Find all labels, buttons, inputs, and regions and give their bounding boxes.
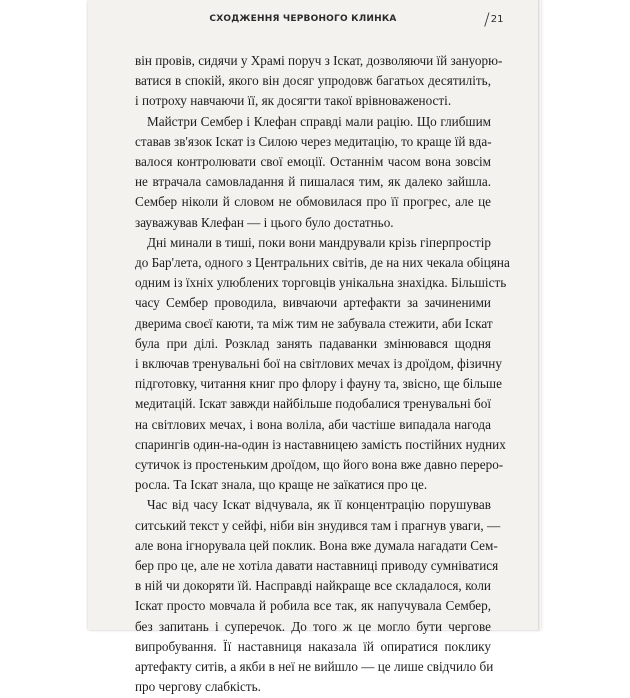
text-line: одним із їхніх улюблених торговців унікальна знахідка. Більшість — [135, 275, 507, 291]
text-line: дверима своєї каюти, та між тим не забувала стежити, аби Іскат — [135, 315, 493, 331]
text-line: Час від часу Іскат відчувала, як її концентрацію порушував — [147, 497, 491, 513]
text-line: спарингів один-на-один із наставницею замість постійних нудних — [135, 436, 506, 452]
text-line: про чергову слабкість. — [135, 679, 261, 695]
folio-slash-glyph: / — [484, 9, 490, 30]
text-line: валося контролювати свої емоції. Останнім часом вона зовсім — [135, 154, 491, 170]
text-line: і потроху навчаючи її, як досягти такої врівноваженості. — [135, 93, 452, 109]
text-line: ставав зв'язок Іскат із Силою через медитацію, то краще їй вда- — [135, 133, 492, 149]
text-line: ватися в спокій, якого він досяг упродовж багатьох десятиліть, — [135, 73, 491, 89]
text-line: зауважував Клефан — і цього було достатньо. — [135, 214, 394, 230]
text-line: Майстри Сембер і Клефан справді мали рацію. Що глибшим — [147, 113, 491, 129]
text-line: в ній чи докоряти їй. Насправді найкраще все складалося, коли — [135, 578, 491, 594]
text-line: артефакту ситів, а якби в неї не вийшло — це лише свідчило би — [135, 659, 494, 675]
text-line: Іскат просто мовчала й робила все так, як напучувала Сембер, — [135, 598, 491, 614]
text-line: медитацій. Іскат завжди найбільше подобалися тренувальні бої — [135, 396, 492, 412]
paragraph-p3 — [135, 233, 510, 496]
text-line: без запитань і суперечок. До того ж це могло бути чергове — [135, 618, 491, 634]
text-line: сутичок із простеньким дроїдом, що його вона вже давно перерo- — [135, 457, 504, 473]
text-line: до Бар'лета, одного з Центральних світів, де на них чекала обіцяна — [135, 255, 510, 271]
running-header: СХОДЖЕННЯ ЧЕРВОНОГО КЛИНКА — [209, 14, 397, 24]
text-line: часу Сембер проводила, вивчаючи артефакти за зачиненими — [135, 295, 491, 311]
text-line: росла. Та Іскат знала, що краще не заїкатися про це. — [135, 477, 428, 493]
page-number-block — [484, 9, 503, 30]
text-line: і включав тренувальні бої на світлових мечах із дроїдом, фізичну — [135, 356, 502, 372]
text-line: на світлових мечах, і вона воліла, аби частіше випадала нагода — [135, 416, 491, 432]
text-line: бер про це, але не хотіла давати наставниці приводу сумніватися — [135, 558, 499, 574]
paragraph-p2 — [135, 112, 491, 233]
text-line: не втрачала самовладання й пишалася тим, як далеко зайшла. — [135, 174, 491, 190]
text-line: була при ділі. Розклад занять падаванки змінювався щодня — [135, 335, 491, 351]
text-line: ситський текст у сейфі, ніби він знудився там і прагнув уваги, — — [135, 517, 501, 533]
text-line: Сембер ніколи й словом не обмовилася про її прогрес, але це — [135, 194, 491, 210]
text-line: випробування. Її наставниця наказала їй опиратися поклику — [135, 638, 491, 654]
page-number: 21 — [490, 14, 504, 25]
body-text — [135, 51, 510, 698]
text-line: він провів, сидячи у Храмі поруч з Іскат, дозволяючи їй зануорю- — [135, 53, 503, 68]
page-edge-shadow — [538, 0, 541, 630]
paragraph-p4 — [135, 495, 501, 697]
text-line: Дні минали в тиші, поки вони мандрували крізь гіперпростір — [147, 234, 491, 250]
text-line: але вона ігнорувала цей поклик. Вона вже думала нагадати Сем- — [135, 537, 498, 553]
paragraph-p1 — [135, 51, 503, 112]
text-line: підготовку, читання книг про флору і фауну та, звісно, ще більше — [135, 376, 502, 392]
